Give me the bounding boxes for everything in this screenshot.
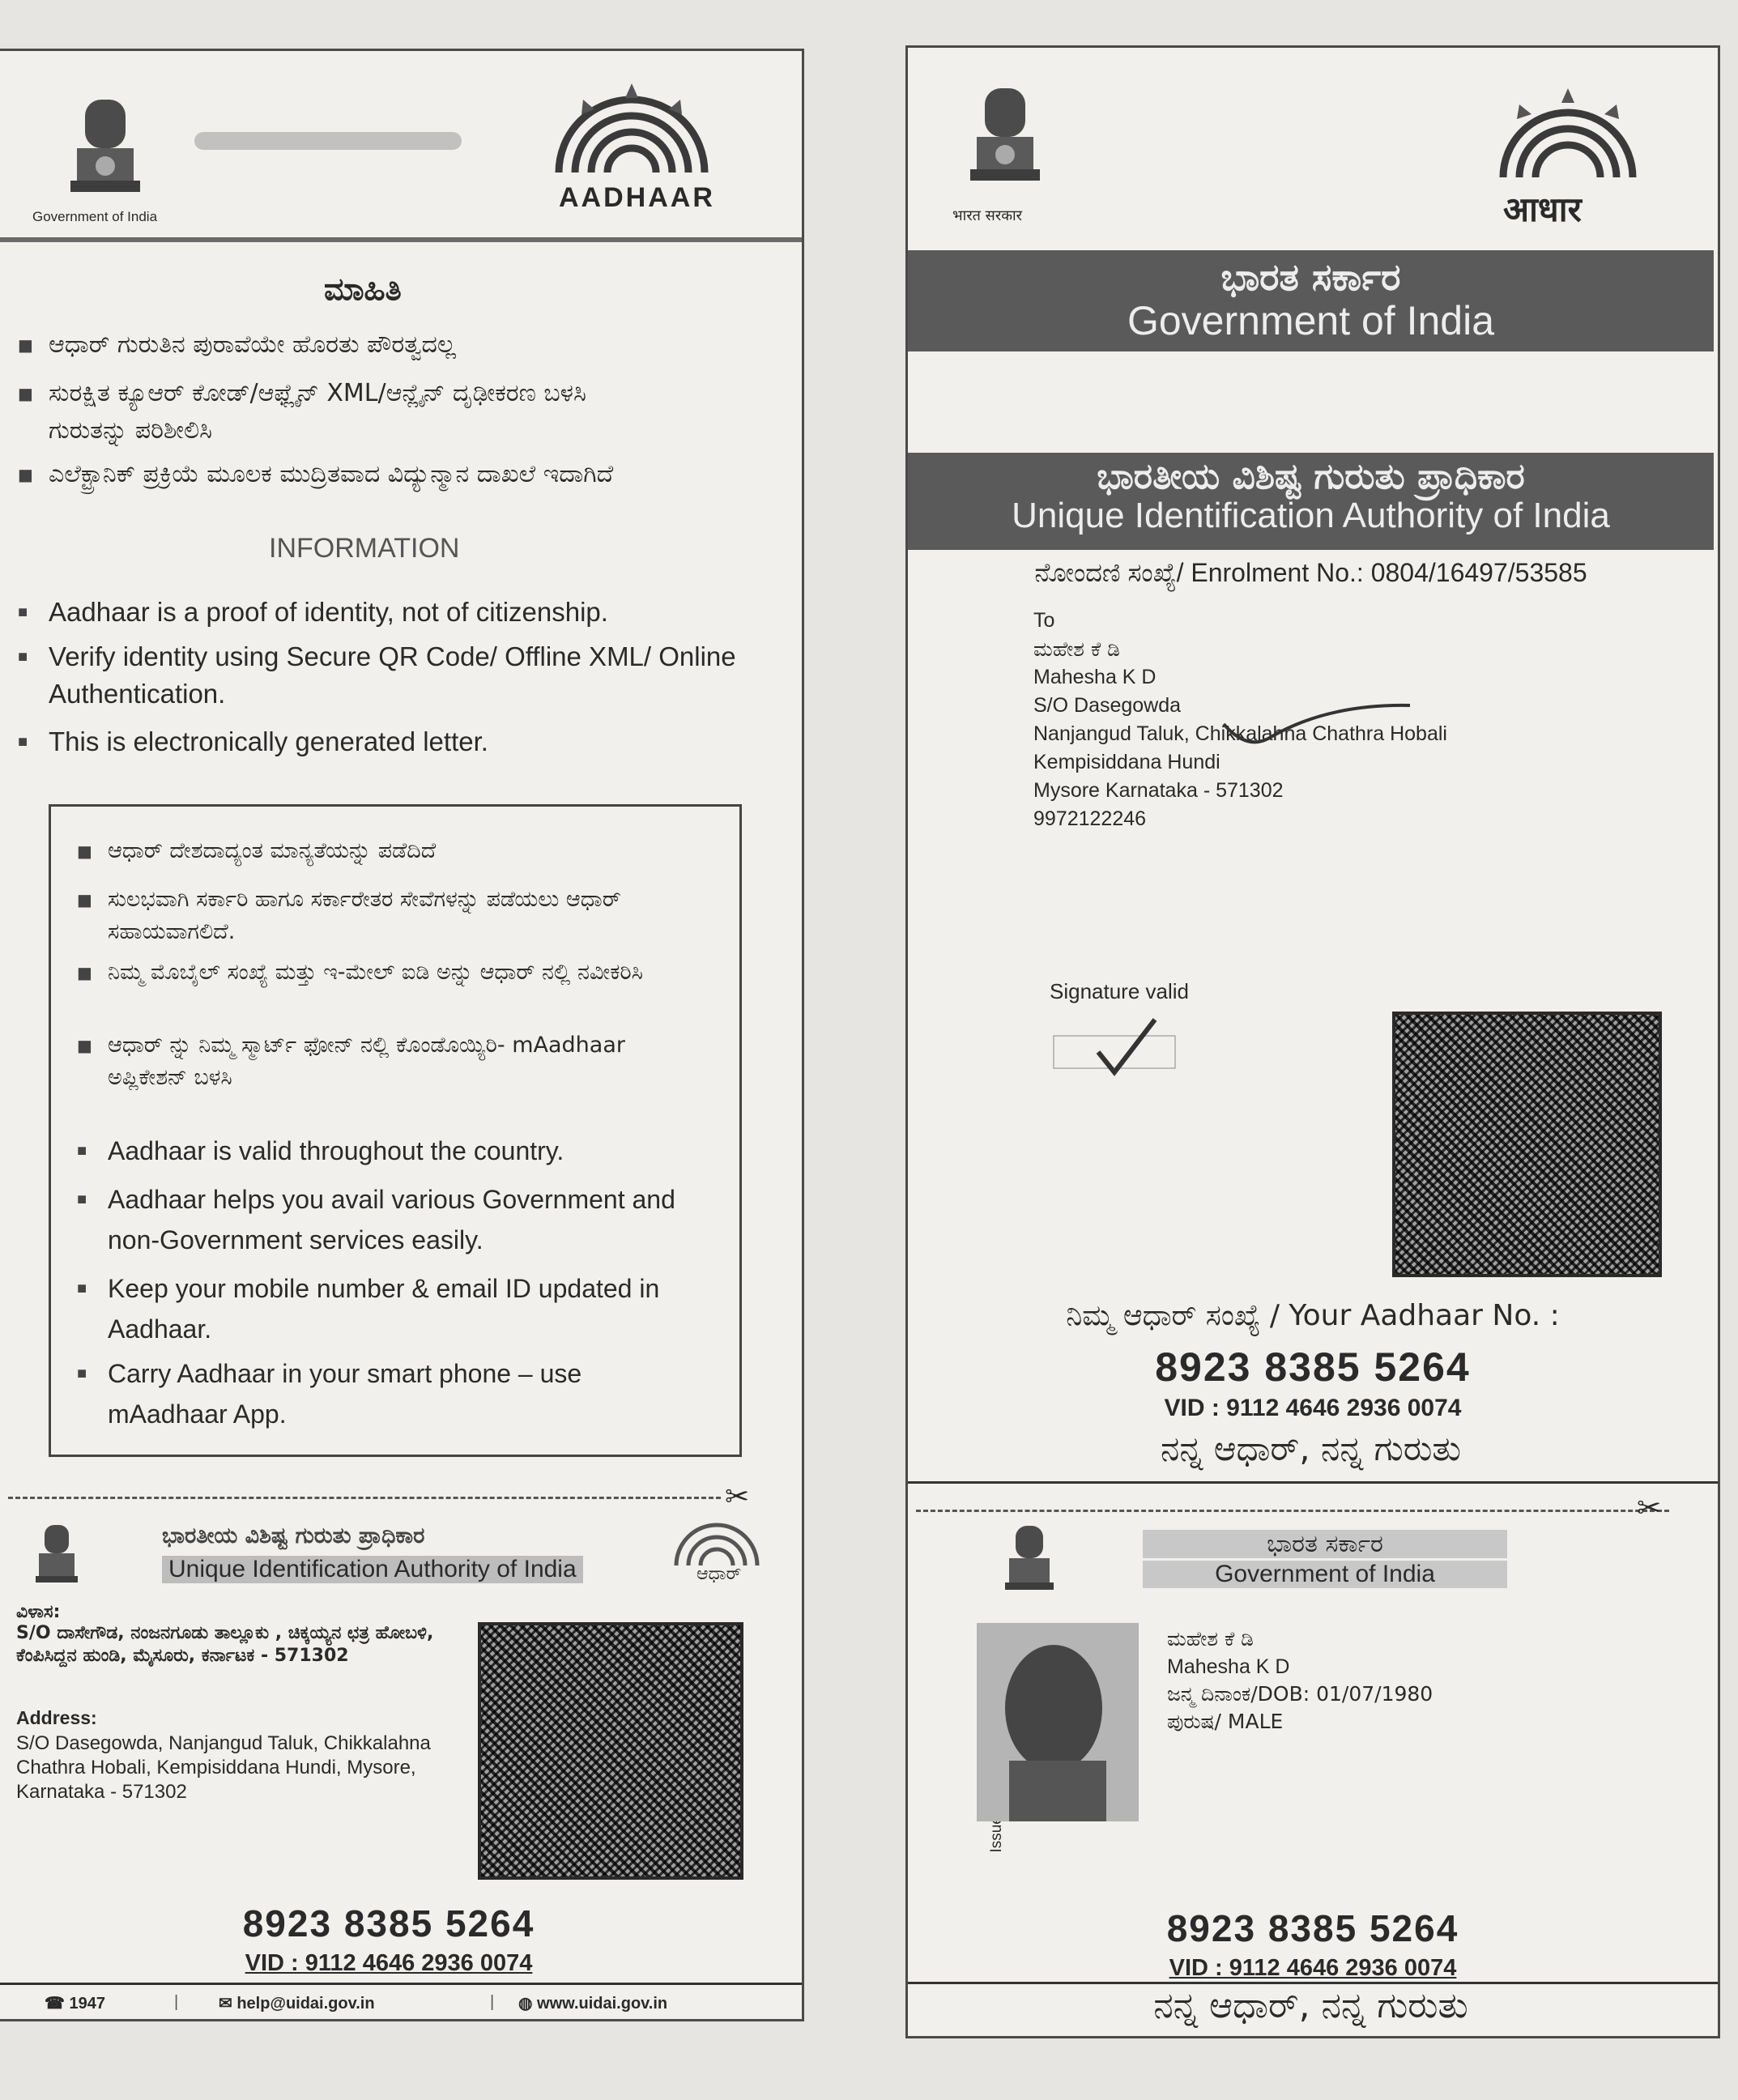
box-kn-item: ■ ಆಧಾರ್ ನ್ನು ನಿಮ್ಮ ಸ್ಮಾರ್ಟ್ ಫೋನ್ ನಲ್ಲಿ ಕೊಂಡೊಯ್ಯಿರಿ- mAadhaar ಅಪ್ಲಿಕೇಶನ್ ಬಳಸಿ: [108, 1029, 707, 1094]
aadhaar-fingerprint-icon: [526, 83, 737, 189]
kn-heading: ಮಾಹಿತಿ: [324, 271, 402, 307]
mail-icon: ✉: [219, 1995, 232, 2013]
photo: [977, 1623, 1139, 1821]
aadhaar-fingerprint-icon: [1475, 88, 1661, 194]
card-gender: ಪುರುಷ/ MALE: [1167, 1710, 1284, 1733]
checkmark-icon: [1216, 696, 1426, 752]
scissors-icon: ✂: [1637, 1491, 1662, 1524]
website-link[interactable]: [518, 1993, 667, 2013]
aadhaar-number: 8923 8385 5264: [242, 1902, 535, 1945]
kn-info-item: ■ ಸುರಕ್ಷಿತ ಕ್ಯೂಆರ್ ಕೋಡ್/ಆಫ್ಲೈನ್ XML/ಆನ್ಲೈನ್ ದೃಢೀಕರಣ ಬಳಸಿ ಗುರುತನ್ನು ಪರಿಶೀಲಿಸಿ: [49, 375, 632, 449]
gov-label: भारत सरकार: [952, 207, 1023, 224]
en-address: S/O Dasegowda, Nanjangud Taluk, Chikkalahna Chathra Hobali, Kempisiddana Hundi, Mysore, Karnataka - 571302: [16, 1732, 431, 1803]
phone-icon: ☎: [45, 1995, 65, 2013]
to-line: S/O Dasegowda: [1033, 694, 1182, 717]
gov-banner: [908, 250, 1714, 351]
bar2-en: Unique Identification Authority of India: [1012, 496, 1610, 535]
en-info-item: ■ Verify identity using Secure QR Code/ Offline XML/ Online Authentication.: [49, 638, 761, 713]
en-info-item: ■ Aadhaar is a proof of identity, not of citizenship.: [49, 594, 777, 631]
kn-info-item: ■ ಆಧಾರ್ ಗುರುತಿನ ಪುರಾವೆಯೇ ಹೊರತು ಪೌರತ್ವದಲ್ಲ: [49, 326, 632, 364]
uidai-banner: [908, 453, 1714, 550]
aadhaar-no-label: ನಿಮ್ಮ ಆಧಾರ್ ಸಂಖ್ಯೆ / Your Aadhaar No. :: [1066, 1299, 1560, 1332]
email-link[interactable]: [219, 1993, 375, 2013]
box-kn-item: ■ ನಿಮ್ಮ ಮೊಬೈಲ್ ಸಂಖ್ಯೆ ಮತ್ತು ಇ-ಮೇಲ್ ಐಡಿ ಅನ್ನು ಆಧಾರ್ ನಲ್ಲಿ ನವೀಕರಿಸಿ: [108, 956, 707, 989]
to-line: 9972122246: [1033, 807, 1147, 830]
to-line: ಮಹೇಶ ಕೆ ಡಿ: [1033, 637, 1120, 661]
kn-address-label: ವಿಳಾಸ:: [16, 1602, 61, 1622]
ashoka-emblem-icon: [1001, 1522, 1058, 1603]
signature-valid: Signature valid: [1050, 979, 1189, 1003]
aadhaar-logo-text: AADHAAR: [559, 182, 715, 213]
box-en-item: ■ Keep your mobile number & email ID updated in Aadhaar.: [108, 1268, 707, 1349]
card-vid-number: VID : 9112 4646 2936 0074: [1169, 1955, 1457, 1981]
aadhaar-logo-text: आधार: [1503, 190, 1582, 229]
globe-icon: ◍: [518, 1995, 533, 2013]
bar1-en: Government of India: [1127, 298, 1495, 343]
aadhaar-number: 8923 8385 5264: [1155, 1344, 1471, 1390]
to-line: Mysore Karnataka - 571302: [1033, 779, 1284, 802]
ashoka-emblem-icon: [961, 80, 1050, 226]
portrait-icon: [977, 1623, 1139, 1821]
kn-info-item: ■ ಎಲೆಕ್ಟ್ರಾನಿಕ್ ಪ್ರಕ್ರಿಯೆ ಮೂಲಕ ಮುದ್ರಿತವಾದ ವಿದ್ಯುನ್ಮಾನ ದಾಖಲೆ ಇದಾಗಿದೆ: [49, 456, 632, 493]
checkmark-icon: [1050, 1012, 1187, 1084]
footer-logo-kn: ಆಧಾರ್: [696, 1564, 742, 1584]
card-gov-en: Government of India: [1143, 1561, 1507, 1588]
card-dob: ಜನ್ಮ ದಿನಾಂಕ/DOB: 01/07/1980: [1167, 1682, 1433, 1706]
to-line: Mahesha K D: [1033, 666, 1157, 688]
box-en-item: ■ Carry Aadhaar in your smart phone – use mAadhaar App.: [108, 1353, 707, 1434]
tagline: ನನ್ನ ಆಧಾರ್, ನನ್ನ ಗುರುತು: [1161, 1429, 1461, 1468]
box-en-item: ■ Aadhaar helps you avail various Government and non-Government services easily.: [108, 1179, 707, 1260]
card-name-kn: ಮಹೇಶ ಕೆ ಡಿ: [1167, 1627, 1254, 1651]
helpline-number: 1947: [69, 1995, 105, 2013]
card-tagline: ನನ್ನ ಆಧಾರ್, ನನ್ನ ಗುರುತು: [1153, 1985, 1468, 2026]
box-kn-item: ■ ಸುಲಭವಾಗಿ ಸರ್ಕಾರಿ ಹಾಗೂ ಸರ್ಕಾರೇತರ ಸೇವೆಗಳನ್ನು ಪಡೆಯಲು ಆಧಾರ್ ಸಹಾಯವಾಗಲಿದೆ.: [108, 884, 707, 948]
to-line: Nanjangud Taluk, Chikkalahna Chathra Hobali: [1033, 722, 1447, 745]
left-info-panel: Government of India AADHAAR ಮಾಹಿತಿ ■ ಆಧಾರ್ ಗುರುತಿನ ಪುರಾವೆಯೇ ಹೊರತು ಪೌರತ್ವದಲ್ಲ ■ ಸುರಕ್ಷಿತ ಕ್ಯೂಆರ್ ಕೋಡ್/ಆಫ್ಲೈನ್ XML/ಆನ್ಲೈನ್ ದೃಢೀಕರಣ ಬಳಸಿ ಗುರುತನ್ನು ಪರಿಶೀಲಿಸಿ ■ ಎಲೆಕ್ಟ್ರಾನಿಕ್ ಪ್ರಕ್ರಿಯೆ ಮೂಲಕ ಮುದ್ರಿತವಾದ ವಿದ್ಯುನ್ಮಾನ ದಾಖಲೆ ಇದಾಗಿದೆ INFORMATION ■ Aadhaar is a proof of identity, not of citizenship. ■ Verify identity using Secure QR Code/ Offline XML/ Online Authentication. ■ This is electronically generated letter. ■ ಆಧಾರ್ ದೇಶದಾದ್ಯಂತ ಮಾನ್ಯತೆಯನ್ನು ಪಡೆದಿದೆ ■ ಸುಲಭವಾಗಿ ಸರ್ಕಾರಿ ಹಾಗೂ ಸರ್ಕಾರೇತರ ಸೇವೆಗಳನ್ನು ಪಡೆಯಲು ಆಧಾರ್ ಸಹಾಯವಾಗಲಿದೆ. ■ ನಿಮ್ಮ ಮೊಬೈಲ್ ಸಂಖ್ಯೆ ಮತ್ತು ಇ-ಮೇಲ್ ಐಡಿ ಅನ್ನು ಆಧಾರ್ ನಲ್ಲಿ ನವೀಕರಿಸಿ ■ ಆಧಾರ್ ನ್ನು ನಿಮ್ಮ ಸ್ಮಾರ್ಟ್ ಫೋನ್ ನಲ್ಲಿ ಕೊಂಡೊಯ್ಯಿರಿ- mAadhaar ಅಪ್ಲಿಕೇಶನ್ ಬಳಸಿ ■ Aadhaar is valid throughout the country. ■ Aadhaar helps you avail various Government and non-Government services easily. ■ Keep your mobile number & email ID updated in Aadhaar. ■ Carry Aadhaar in your smart phone – use mAadhaar App. ✂ ಭಾರತೀಯ ವಿಶಿಷ್ಟ ಗುರುತು ಪ್ರಾಧಿಕಾರ Unique Identification Authority of India ಆಧಾರ್ ವಿಳಾಸ: S/O ದಾಸೇಗೌಡ, ನಂಜನಗೂಡು ತಾಲ್ಲೂಕು , ಚಿಕ್ಕಯ್ಯನ ಛತ್ರ ಹೋಬಳಿ, ಕೆಂಪಿಸಿದ್ದನ ಹುಂಡಿ, ಮೈಸೂರು, ಕರ್ನಾಟಕ - 571302 Address: S/O Dasegowda, Nanjangud Taluk, Chikkalahna Chathra Hobali, Kempisiddana Hundi, Mysore, Karnataka - 571302 8923 8385 5264 VID : 9112 4646 2936 0074 ☎ 1947 | ✉ help@uidai.gov.in | ◍ www.uidai.gov.in: [0, 49, 804, 2021]
gov-label: Government of India: [32, 209, 158, 224]
ashoka-emblem-icon: [32, 1521, 81, 1594]
qr-code: [1392, 1012, 1662, 1277]
footer-en-org: Unique Identification Authority of India: [162, 1556, 583, 1583]
bar2-kn: ಭಾರತೀಯ ವಿಶಿಷ್ಟ ಗುರುತು ಪ್ರಾಧಿಕಾರ: [1097, 456, 1525, 497]
scissors-icon: ✂: [725, 1480, 750, 1513]
right-letter-panel: [905, 45, 1720, 2038]
helpline: [45, 1993, 105, 2013]
en-heading: INFORMATION: [269, 533, 460, 564]
box-kn-item: ■ ಆಧಾರ್ ದೇಶದಾದ್ಯಂತ ಮಾನ್ಯತೆಯನ್ನು ಪಡೆದಿದೆ: [108, 835, 707, 867]
card-aadhaar-number: 8923 8385 5264: [1166, 1907, 1459, 1949]
box-en-item: ■ Aadhaar is valid throughout the country.: [108, 1131, 707, 1171]
vid-number: VID : 9112 4646 2936 0074: [245, 1950, 533, 1976]
info-box: [49, 804, 742, 1457]
card-details: [1167, 1625, 1433, 1736]
card-name-en: Mahesha K D: [1167, 1655, 1290, 1678]
email-text: help@uidai.gov.in: [236, 1995, 375, 2013]
ashoka-emblem-icon: [61, 92, 150, 253]
en-info-item: ■ This is electronically generated letter.: [49, 723, 777, 760]
bar1-kn: ಭಾರತ ಸರ್ಕಾರ: [1220, 255, 1401, 299]
vid-number: VID : 9112 4646 2936 0074: [1164, 1395, 1462, 1421]
to-line: To: [1033, 609, 1055, 632]
smudge: [194, 132, 462, 150]
card-gov-kn: ಭಾರತ ಸರ್ಕಾರ: [1143, 1530, 1507, 1558]
qr-code: [478, 1622, 743, 1880]
footer-kn-org: ಭಾರತೀಯ ವಿಶಿಷ್ಟ ಗುರುತು ಪ್ರಾಧಿಕಾರ: [162, 1523, 425, 1548]
website-text: www.uidai.gov.in: [537, 1995, 668, 2013]
to-line: Kempisiddana Hundi: [1033, 751, 1220, 773]
kn-address: S/O ದಾಸೇಗೌಡ, ನಂಜನಗೂಡು ತಾಲ್ಲೂಕು , ಚಿಕ್ಕಯ್ಯನ ಛತ್ರ ಹೋಬಳಿ, ಕೆಂಪಿಸಿದ್ದನ ಹುಂಡಿ, ಮೈಸೂರು, ಕರ್ನಾಟಕ - 571302: [16, 1623, 434, 1666]
enrolment-number: ನೋಂದಣಿ ಸಂಖ್ಯೆ/ Enrolment No.: 0804/16497/53585: [1034, 558, 1587, 587]
en-address-label: Address:: [16, 1707, 97, 1728]
